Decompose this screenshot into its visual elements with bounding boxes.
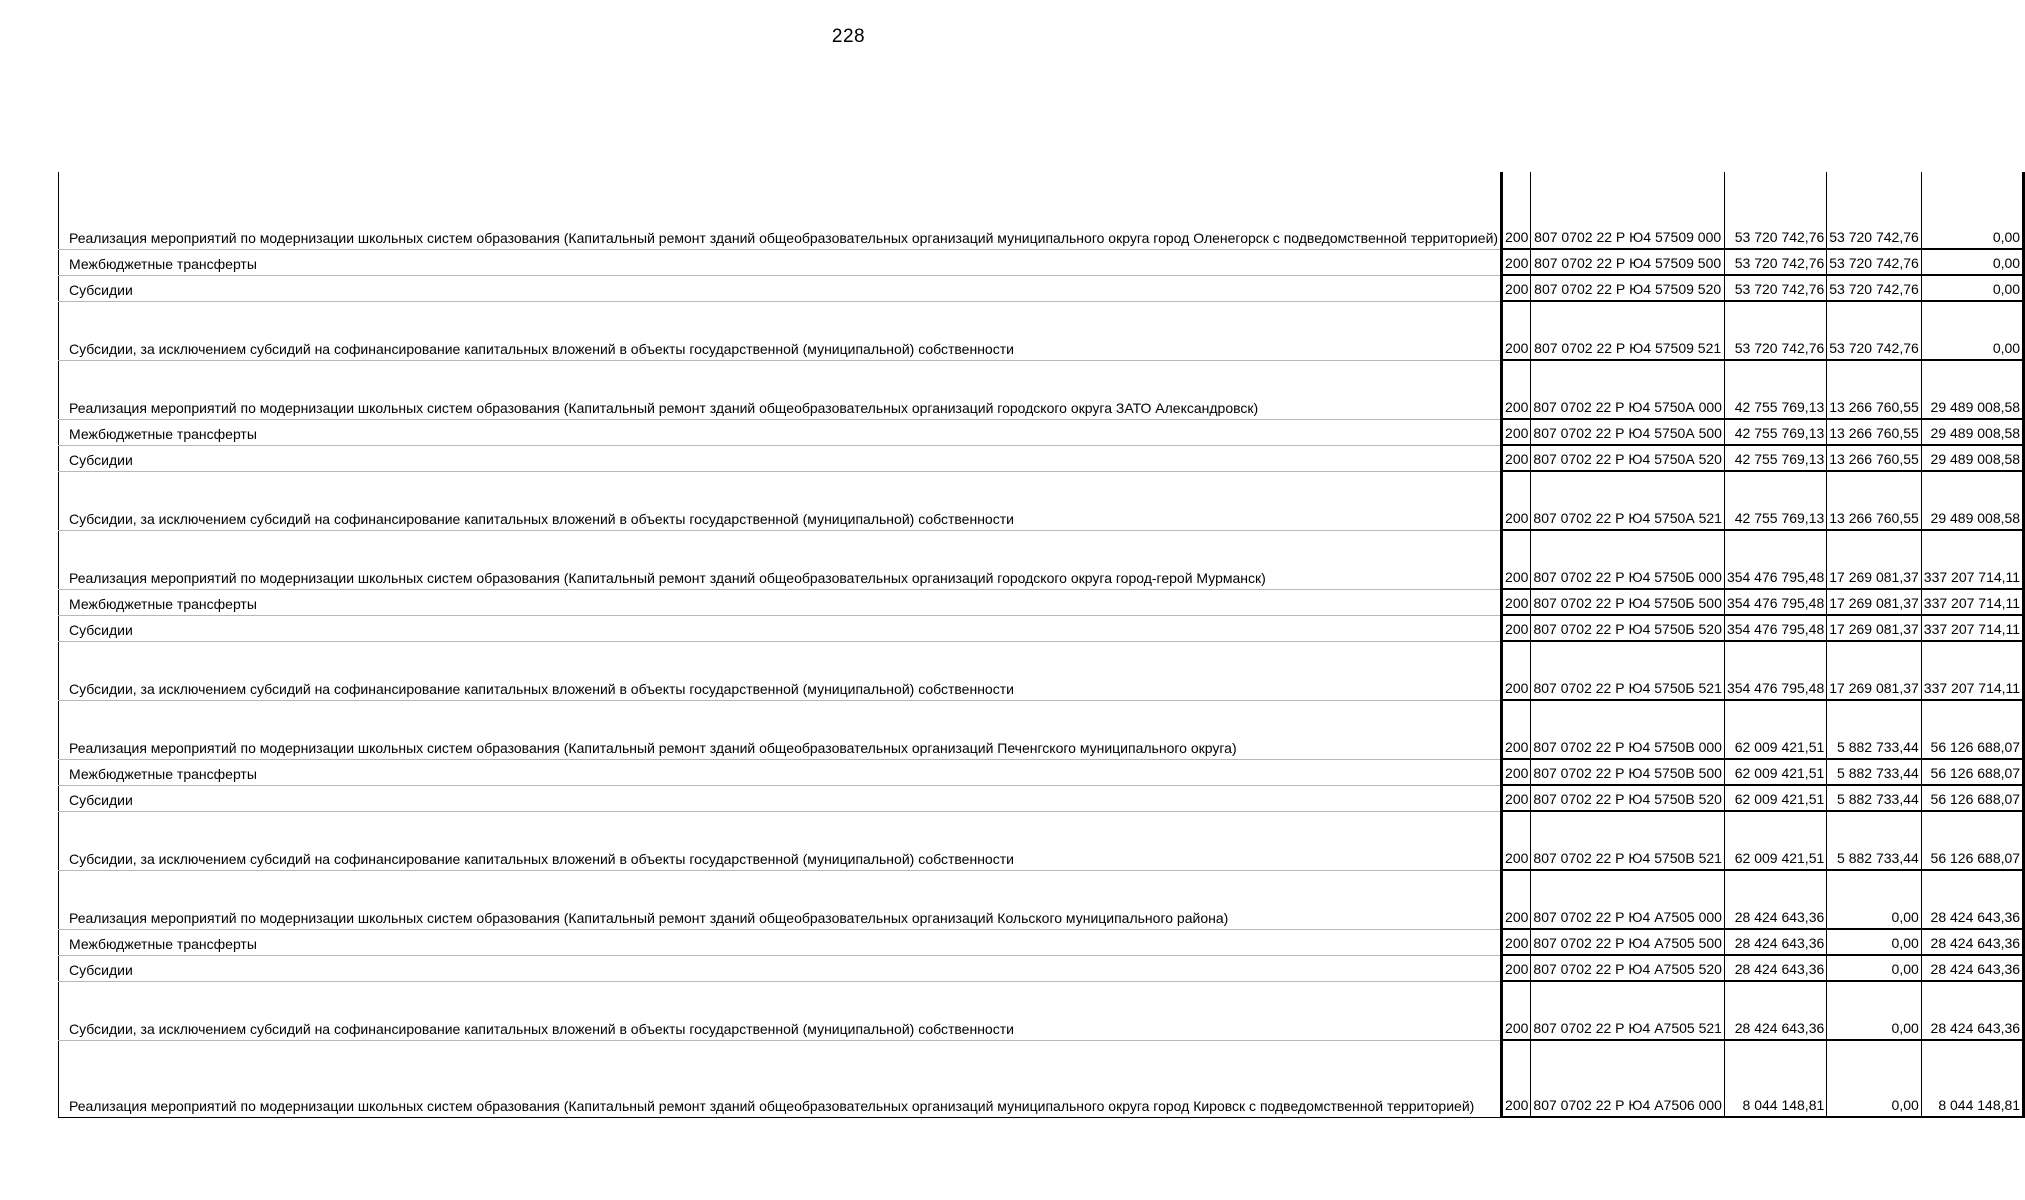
row-classification-cell: 807 0702 22 Р Ю4 5750В 521 <box>1531 811 1725 870</box>
row-classification-cell: 807 0702 22 Р Ю4 5750Б 000 <box>1531 530 1725 589</box>
row-approved-cell: 53 720 742,76 <box>1724 301 1826 360</box>
row-name-cell: Реализация мероприятий по модернизации школьных систем образования (Капитальный ремонт зданий общеобразовательных организаций муниципального округа город Оленегорск с подведомственной территорией) <box>59 172 1502 249</box>
row-unexecuted-cell: 56 126 688,07 <box>1921 759 2023 785</box>
budget-table <box>58 172 2025 1118</box>
row-name-cell: Субсидии <box>59 955 1502 981</box>
row-unexecuted-cell: 29 489 008,58 <box>1921 471 2023 530</box>
row-name-cell: Субсидии <box>59 615 1502 641</box>
row-executed-cell: 53 720 742,76 <box>1827 172 1922 249</box>
row-name-cell: Межбюджетные трансферты <box>59 419 1502 445</box>
row-approved-cell: 354 476 795,48 <box>1724 530 1826 589</box>
row-approved-cell: 62 009 421,51 <box>1724 700 1826 759</box>
row-unexecuted-cell: 0,00 <box>1921 249 2023 275</box>
row-unexecuted-cell: 29 489 008,58 <box>1921 360 2023 419</box>
row-code-cell: 200 <box>1502 360 1531 419</box>
row-classification-cell: 807 0702 22 Р Ю4 5750А 520 <box>1531 445 1725 471</box>
row-name-cell: Субсидии, за исключением субсидий на софинансирование капитальных вложений в объекты государственной (муниципальной) собственности <box>59 981 1502 1040</box>
row-code-cell: 200 <box>1502 641 1531 700</box>
row-executed-cell: 13 266 760,55 <box>1827 360 1922 419</box>
row-classification-cell: 807 0702 22 Р Ю4 5750Б 520 <box>1531 615 1725 641</box>
row-classification-cell: 807 0702 22 Р Ю4 5750А 500 <box>1531 419 1725 445</box>
row-approved-cell: 62 009 421,51 <box>1724 785 1826 811</box>
row-executed-cell: 17 269 081,37 <box>1827 530 1922 589</box>
row-approved-cell: 42 755 769,13 <box>1724 360 1826 419</box>
row-unexecuted-cell: 8 044 148,81 <box>1921 1040 2023 1117</box>
row-unexecuted-cell: 337 207 714,11 <box>1921 530 2023 589</box>
row-unexecuted-cell: 28 424 643,36 <box>1921 955 2023 981</box>
row-name-cell: Реализация мероприятий по модернизации школьных систем образования (Капитальный ремонт зданий общеобразовательных организаций городского округа город-герой Мурманск) <box>59 530 1502 589</box>
row-classification-cell: 807 0702 22 Р Ю4 57509 521 <box>1531 301 1725 360</box>
row-code-cell: 200 <box>1502 1040 1531 1117</box>
row-code-cell: 200 <box>1502 615 1531 641</box>
row-unexecuted-cell: 56 126 688,07 <box>1921 785 2023 811</box>
row-classification-cell: 807 0702 22 Р Ю4 5750А 000 <box>1531 360 1725 419</box>
row-unexecuted-cell: 0,00 <box>1921 275 2023 301</box>
row-code-cell: 200 <box>1502 301 1531 360</box>
row-executed-cell: 17 269 081,37 <box>1827 615 1922 641</box>
row-code-cell: 200 <box>1502 275 1531 301</box>
row-name-cell: Межбюджетные трансферты <box>59 589 1502 615</box>
row-executed-cell: 17 269 081,37 <box>1827 641 1922 700</box>
row-name-cell: Субсидии, за исключением субсидий на софинансирование капитальных вложений в объекты государственной (муниципальной) собственности <box>59 471 1502 530</box>
row-name-cell: Реализация мероприятий по модернизации школьных систем образования (Капитальный ремонт зданий общеобразовательных организаций Кольского муниципального района) <box>59 870 1502 929</box>
row-approved-cell: 53 720 742,76 <box>1724 249 1826 275</box>
table-row <box>59 615 2024 641</box>
row-approved-cell: 42 755 769,13 <box>1724 419 1826 445</box>
table-row <box>59 929 2024 955</box>
row-approved-cell: 28 424 643,36 <box>1724 955 1826 981</box>
row-approved-cell: 53 720 742,76 <box>1724 172 1826 249</box>
table-row <box>59 641 2024 700</box>
row-approved-cell: 62 009 421,51 <box>1724 759 1826 785</box>
table-row <box>59 301 2024 360</box>
row-executed-cell: 0,00 <box>1827 981 1922 1040</box>
row-executed-cell: 53 720 742,76 <box>1827 275 1922 301</box>
row-code-cell: 200 <box>1502 471 1531 530</box>
table-row <box>59 419 2024 445</box>
table-row <box>59 811 2024 870</box>
row-unexecuted-cell: 56 126 688,07 <box>1921 700 2023 759</box>
row-classification-cell: 807 0702 22 Р Ю4 57509 520 <box>1531 275 1725 301</box>
row-name-cell: Субсидии, за исключением субсидий на софинансирование капитальных вложений в объекты государственной (муниципальной) собственности <box>59 641 1502 700</box>
row-code-cell: 200 <box>1502 249 1531 275</box>
row-name-cell: Межбюджетные трансферты <box>59 929 1502 955</box>
row-name-cell: Субсидии <box>59 445 1502 471</box>
row-name-cell: Субсидии <box>59 275 1502 301</box>
row-executed-cell: 5 882 733,44 <box>1827 759 1922 785</box>
table-row <box>59 471 2024 530</box>
row-classification-cell: 807 0702 22 Р Ю4 5750А 521 <box>1531 471 1725 530</box>
row-classification-cell: 807 0702 22 Р Ю4 5750Б 521 <box>1531 641 1725 700</box>
table-row <box>59 249 2024 275</box>
row-approved-cell: 354 476 795,48 <box>1724 589 1826 615</box>
row-code-cell: 200 <box>1502 785 1531 811</box>
row-executed-cell: 0,00 <box>1827 1040 1922 1117</box>
table-row <box>59 981 2024 1040</box>
row-approved-cell: 62 009 421,51 <box>1724 811 1826 870</box>
row-code-cell: 200 <box>1502 811 1531 870</box>
row-classification-cell: 807 0702 22 Р Ю4 А7505 000 <box>1531 870 1725 929</box>
row-name-cell: Реализация мероприятий по модернизации школьных систем образования (Капитальный ремонт зданий общеобразовательных организаций муниципального округа город Кировск с подведомственной территорией) <box>59 1040 1502 1117</box>
row-approved-cell: 354 476 795,48 <box>1724 641 1826 700</box>
table-row <box>59 275 2024 301</box>
row-code-cell: 200 <box>1502 172 1531 249</box>
budget-table-body <box>59 172 2024 1117</box>
row-unexecuted-cell: 29 489 008,58 <box>1921 419 2023 445</box>
row-executed-cell: 13 266 760,55 <box>1827 445 1922 471</box>
row-executed-cell: 0,00 <box>1827 870 1922 929</box>
table-row <box>59 172 2024 249</box>
row-code-cell: 200 <box>1502 589 1531 615</box>
row-unexecuted-cell: 0,00 <box>1921 172 2023 249</box>
row-classification-cell: 807 0702 22 Р Ю4 5750В 520 <box>1531 785 1725 811</box>
row-code-cell: 200 <box>1502 759 1531 785</box>
table-row <box>59 955 2024 981</box>
row-approved-cell: 42 755 769,13 <box>1724 445 1826 471</box>
row-name-cell: Межбюджетные трансферты <box>59 249 1502 275</box>
row-name-cell: Межбюджетные трансферты <box>59 759 1502 785</box>
row-executed-cell: 13 266 760,55 <box>1827 471 1922 530</box>
table-row <box>59 530 2024 589</box>
row-code-cell: 200 <box>1502 530 1531 589</box>
row-code-cell: 200 <box>1502 929 1531 955</box>
table-row <box>59 1040 2024 1117</box>
row-code-cell: 200 <box>1502 955 1531 981</box>
row-executed-cell: 0,00 <box>1827 955 1922 981</box>
page-number: 228 <box>831 26 866 47</box>
row-name-cell: Реализация мероприятий по модернизации школьных систем образования (Капитальный ремонт зданий общеобразовательных организаций Печенгского муниципального округа) <box>59 700 1502 759</box>
row-approved-cell: 42 755 769,13 <box>1724 471 1826 530</box>
row-classification-cell: 807 0702 22 Р Ю4 А7505 500 <box>1531 929 1725 955</box>
row-classification-cell: 807 0702 22 Р Ю4 А7505 521 <box>1531 981 1725 1040</box>
row-approved-cell: 28 424 643,36 <box>1724 981 1826 1040</box>
row-code-cell: 200 <box>1502 419 1531 445</box>
table-row <box>59 759 2024 785</box>
row-approved-cell: 354 476 795,48 <box>1724 615 1826 641</box>
row-executed-cell: 17 269 081,37 <box>1827 589 1922 615</box>
row-executed-cell: 0,00 <box>1827 929 1922 955</box>
table-row <box>59 870 2024 929</box>
row-unexecuted-cell: 337 207 714,11 <box>1921 615 2023 641</box>
row-unexecuted-cell: 56 126 688,07 <box>1921 811 2023 870</box>
table-row <box>59 589 2024 615</box>
row-name-cell: Субсидии, за исключением субсидий на софинансирование капитальных вложений в объекты государственной (муниципальной) собственности <box>59 301 1502 360</box>
row-unexecuted-cell: 28 424 643,36 <box>1921 981 2023 1040</box>
table-row <box>59 445 2024 471</box>
row-classification-cell: 807 0702 22 Р Ю4 57509 000 <box>1531 172 1725 249</box>
row-unexecuted-cell: 0,00 <box>1921 301 2023 360</box>
table-row <box>59 360 2024 419</box>
row-classification-cell: 807 0702 22 Р Ю4 57509 500 <box>1531 249 1725 275</box>
table-row <box>59 700 2024 759</box>
row-approved-cell: 53 720 742,76 <box>1724 275 1826 301</box>
row-code-cell: 200 <box>1502 445 1531 471</box>
row-executed-cell: 53 720 742,76 <box>1827 301 1922 360</box>
row-classification-cell: 807 0702 22 Р Ю4 5750В 000 <box>1531 700 1725 759</box>
row-unexecuted-cell: 29 489 008,58 <box>1921 445 2023 471</box>
row-code-cell: 200 <box>1502 981 1531 1040</box>
row-name-cell: Субсидии, за исключением субсидий на софинансирование капитальных вложений в объекты государственной (муниципальной) собственности <box>59 811 1502 870</box>
row-unexecuted-cell: 28 424 643,36 <box>1921 870 2023 929</box>
row-approved-cell: 8 044 148,81 <box>1724 1040 1826 1117</box>
row-classification-cell: 807 0702 22 Р Ю4 А7505 520 <box>1531 955 1725 981</box>
row-executed-cell: 13 266 760,55 <box>1827 419 1922 445</box>
row-classification-cell: 807 0702 22 Р Ю4 А7506 000 <box>1531 1040 1725 1117</box>
row-executed-cell: 5 882 733,44 <box>1827 785 1922 811</box>
row-name-cell: Реализация мероприятий по модернизации школьных систем образования (Капитальный ремонт зданий общеобразовательных организаций городского округа ЗАТО Александровск) <box>59 360 1502 419</box>
row-unexecuted-cell: 28 424 643,36 <box>1921 929 2023 955</box>
row-code-cell: 200 <box>1502 700 1531 759</box>
row-classification-cell: 807 0702 22 Р Ю4 5750Б 500 <box>1531 589 1725 615</box>
row-code-cell: 200 <box>1502 870 1531 929</box>
table-row <box>59 785 2024 811</box>
row-unexecuted-cell: 337 207 714,11 <box>1921 641 2023 700</box>
row-unexecuted-cell: 337 207 714,11 <box>1921 589 2023 615</box>
row-approved-cell: 28 424 643,36 <box>1724 870 1826 929</box>
row-name-cell: Субсидии <box>59 785 1502 811</box>
row-approved-cell: 28 424 643,36 <box>1724 929 1826 955</box>
row-executed-cell: 5 882 733,44 <box>1827 700 1922 759</box>
row-classification-cell: 807 0702 22 Р Ю4 5750В 500 <box>1531 759 1725 785</box>
row-executed-cell: 5 882 733,44 <box>1827 811 1922 870</box>
row-executed-cell: 53 720 742,76 <box>1827 249 1922 275</box>
